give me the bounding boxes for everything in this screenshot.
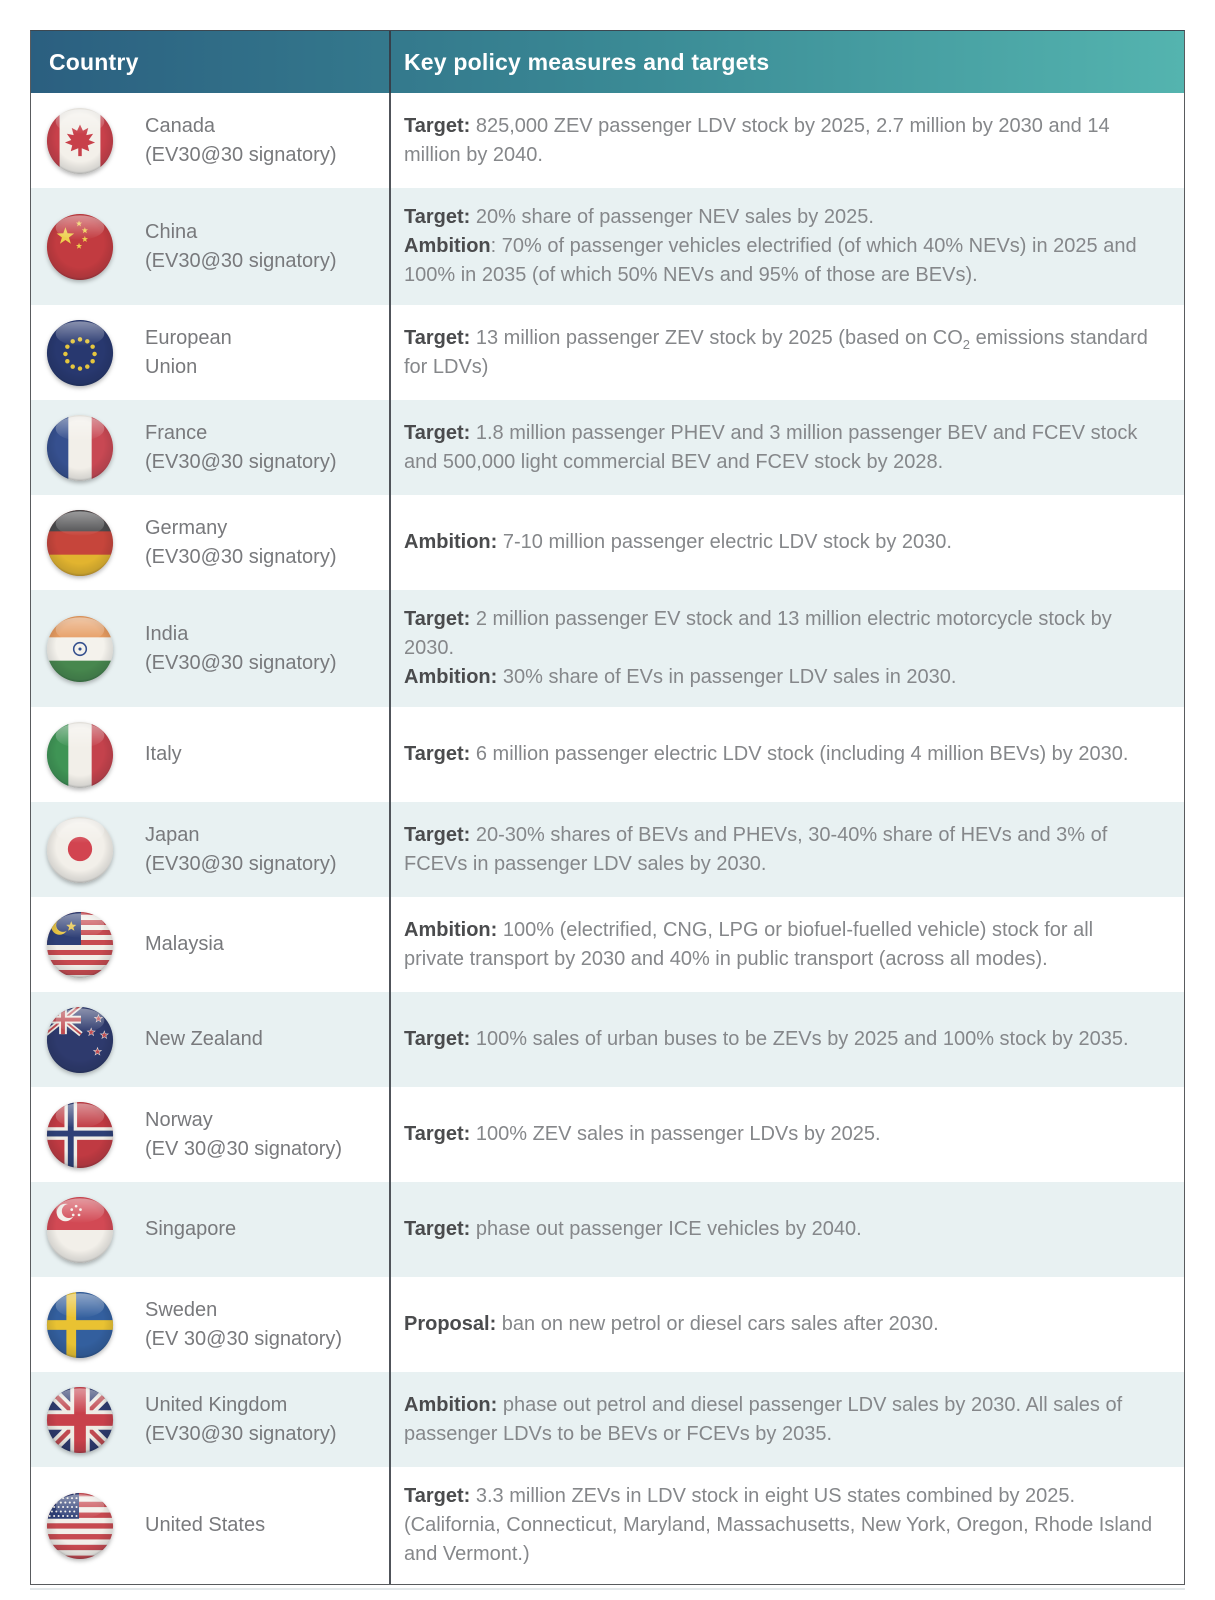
column-header-country [31,31,391,93]
policy-text: 1.8 million passenger PHEV and 3 million passenger BEV and FCEV stock and 500,000 light commercial BEV and FCEV stock by 2028. [404,421,1138,473]
policy-line [404,1025,1158,1054]
flag-sweden-icon [45,1290,115,1360]
country-name-line: European [145,327,232,349]
flag-eu-icon [45,318,115,388]
policy-cell [391,1372,1184,1467]
country-name-line: Union [145,355,198,378]
flag-newzealand-icon [45,1005,115,1075]
flag-france-icon [45,413,115,483]
policy-text: phase out petrol and diesel passenger LDV sales by 2030. All sales of passenger LDVs to be BEVs or FCEVs by 2035. [404,1393,1123,1445]
policy-label: Target: [404,326,471,349]
policy-line [404,740,1158,769]
policy-table-body [31,93,1184,1584]
policy-table [30,30,1185,1585]
policy-line [404,1215,1158,1244]
policy-text: 825,000 ZEV passenger LDV stock by 2025, 2.7 million by 2030 and 14 million by 2040. [404,114,1110,166]
policy-text: 20% share of passenger NEV sales by 2025. [470,206,874,228]
country-name-line: (EV30@30 signatory) [145,143,337,166]
policy-text: 6 million passenger electric LDV stock (including 4 million BEVs) by 2030. [470,743,1129,765]
policy-cell [391,802,1184,897]
policy-text: 2 million passenger EV stock and 13 million electric motorcycle stock by 2030. [404,608,1112,659]
country-name-line: (EV30@30 signatory) [145,852,337,875]
flag-japan-icon [45,815,115,885]
country-cell [31,590,391,707]
policy-line [404,663,1158,692]
table-row-germany [31,495,1184,590]
table-row-china [31,188,1184,305]
policy-cell [391,93,1184,188]
country-name [145,1025,263,1054]
table-row-italy [31,707,1184,802]
country-name [145,1215,236,1244]
policy-label: Target: [404,743,471,765]
policy-line [404,605,1158,663]
policy-cell [391,707,1184,802]
country-name-line: (EV30@30 signatory) [145,651,337,674]
policy-line [404,324,1158,382]
policy-label: Ambition [404,235,491,257]
policy-line [404,203,1158,232]
policy-label: Target: [404,823,471,846]
table-row-malaysia [31,897,1184,992]
country-name [145,324,232,381]
policy-cell [391,590,1184,707]
country-name-line: (EV 30@30 signatory) [145,1327,343,1350]
policy-label: Ambition: [404,1393,498,1416]
policy-cell [391,495,1184,590]
column-header-policy [391,31,1184,93]
country-cell [31,305,391,400]
country-name-line: (EV 30@30 signatory) [145,1137,343,1160]
country-name [145,1106,342,1163]
policy-label: Target: [404,206,471,228]
country-name [145,930,224,959]
policy-line [404,916,1158,974]
country-cell [31,707,391,802]
country-cell [31,93,391,188]
country-cell [31,897,391,992]
policy-text: 100% ZEV sales in passenger LDVs by 2025. [470,1123,881,1145]
policy-text: 13 million passenger ZEV stock by 2025 (based on CO [470,326,963,349]
country-cell [31,1467,391,1584]
country-name-line: Italy [145,743,182,766]
table-row-newzealand [31,992,1184,1087]
policy-text: 30% share of EVs in passenger LDV sales in 2030. [497,666,957,688]
table-row-france [31,400,1184,495]
country-cell [31,802,391,897]
country-name [145,821,337,878]
flag-china-icon [45,212,115,282]
policy-line [404,112,1158,170]
policy-subscript: 2 [962,336,971,352]
policy-line [404,821,1158,879]
table-row-uk [31,1372,1184,1467]
policy-label: Target: [404,1123,471,1145]
policy-line [404,1120,1158,1149]
country-name-line: Sweden [145,1299,218,1321]
country-cell [31,1372,391,1467]
flag-uk-icon [45,1385,115,1455]
country-name [145,740,182,769]
bottom-divider-line [30,1588,1185,1590]
flag-italy-icon [45,720,115,790]
country-name-line: Malaysia [145,933,224,956]
policy-cell [391,1467,1184,1584]
country-name-line: Canada [145,115,216,137]
country-name-line: (EV30@30 signatory) [145,249,337,272]
country-name-line: (EV30@30 signatory) [145,450,337,473]
policy-label: Proposal: [404,1313,497,1335]
policy-text: phase out passenger ICE vehicles by 2040. [470,1218,862,1240]
policy-text: 20-30% shares of BEVs and PHEVs, 30-40% share of HEVs and 3% of FCEVs in passenger LDV sales by 2030. [404,823,1108,875]
country-name [145,112,337,169]
policy-line [404,1391,1158,1449]
country-name [145,1511,265,1540]
policy-label: Ambition: [404,531,498,553]
country-name [145,1296,342,1353]
policy-text: 100% (electrified, CNG, LPG or biofuel-fuelled vehicle) stock for all private transport by 2030 and 40% in public transport (across all modes). [404,918,1094,970]
country-name-line: Germany [145,517,228,539]
policy-line [404,419,1158,477]
policy-label: Target: [404,1485,471,1507]
policy-cell [391,1182,1184,1277]
table-row-canada [31,93,1184,188]
policy-label: Ambition: [404,666,498,688]
flag-singapore-icon [45,1195,115,1265]
table-header [31,31,1184,93]
policy-cell [391,992,1184,1087]
policy-cell [391,1087,1184,1182]
policy-label: Ambition: [404,918,498,941]
country-cell [31,400,391,495]
policy-label: Target: [404,608,471,630]
flag-norway-icon [45,1100,115,1170]
country-cell [31,1277,391,1372]
table-row-sweden [31,1277,1184,1372]
flag-us-icon [45,1491,115,1561]
country-name-line: France [145,422,208,444]
table-row-japan [31,802,1184,897]
policy-label: Target: [404,1028,471,1050]
flag-canada-icon [45,106,115,176]
policy-text: emissions standard for LDVs) [404,326,1148,378]
country-name-line: (EV30@30 signatory) [145,1422,337,1445]
policy-cell [391,305,1184,400]
policy-text: 3.3 million ZEVs in LDV stock in eight US states combined by 2025. (California, Connecticut, Maryland, Massachusetts, New York, Oregon, Rhode Island and Vermont.) [404,1485,1153,1565]
policy-label: Target: [404,1218,471,1240]
country-cell [31,1087,391,1182]
country-name [145,1391,337,1448]
policy-label: Target: [404,421,471,444]
country-cell [31,188,391,305]
country-name-line: India [145,623,189,645]
policy-cell [391,897,1184,992]
country-name-line: Singapore [145,1218,237,1241]
flag-malaysia-icon [45,910,115,980]
flag-india-icon [45,614,115,684]
policy-line [404,528,1158,557]
country-name [145,514,337,571]
column-header-policy-label: Key policy measures and targets [404,48,770,75]
flag-germany-icon [45,508,115,578]
country-cell [31,992,391,1087]
country-name-line: China [145,221,198,243]
country-name [145,620,337,677]
policy-cell [391,188,1184,305]
table-row-us [31,1467,1184,1584]
country-name-line: (EV30@30 signatory) [145,545,337,568]
country-name-line: United States [145,1514,266,1537]
country-cell [31,1182,391,1277]
policy-line [404,232,1158,290]
table-row-india [31,590,1184,707]
policy-text: 7-10 million passenger electric LDV stock by 2030. [497,531,952,553]
policy-text: : 70% of passenger vehicles electrified (of which 40% NEVs) in 2025 and 100% in 2035 (of which 50% NEVs and 95% of those are BEVs). [404,235,1137,286]
policy-text: ban on new petrol or diesel cars sales after 2030. [496,1313,939,1335]
table-row-eu [31,305,1184,400]
country-name [145,218,337,275]
country-name [145,419,337,476]
policy-text: 100% sales of urban buses to be ZEVs by 2025 and 100% stock by 2035. [470,1028,1129,1050]
country-name-line: Japan [145,824,200,846]
country-name-line: United Kingdom [145,1394,288,1416]
policy-cell [391,400,1184,495]
policy-line [404,1482,1158,1569]
column-header-country-label: Country [49,48,139,75]
country-name-line: Norway [145,1109,213,1131]
country-name-line: New Zealand [145,1028,263,1051]
policy-cell [391,1277,1184,1372]
country-cell [31,495,391,590]
table-row-singapore [31,1182,1184,1277]
table-row-norway [31,1087,1184,1182]
policy-line [404,1310,1158,1339]
policy-label: Target: [404,114,471,137]
